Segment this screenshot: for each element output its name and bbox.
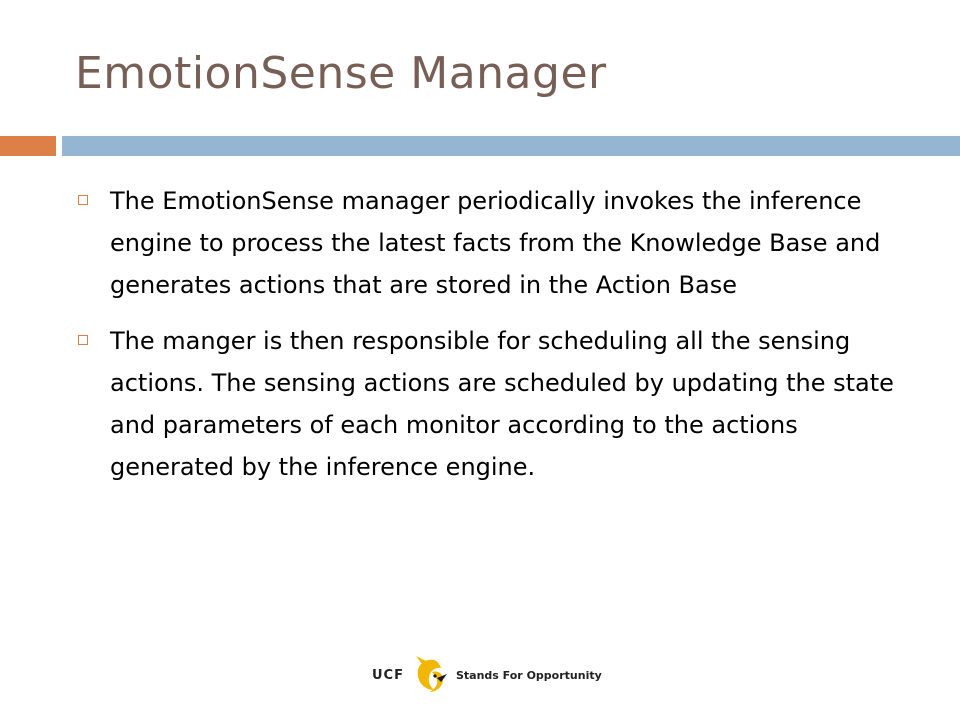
footer-tagline: Stands For Opportunity [456,669,602,682]
slide-title: EmotionSense Manager [75,48,607,99]
accent-bar-blue [62,136,960,156]
bullet-item [76,320,926,488]
footer [0,652,960,702]
square-bullet-icon [78,195,88,205]
footer-brand: UCF [372,668,404,683]
square-bullet-icon [78,335,88,345]
pegasus-logo-icon [410,654,450,698]
bullet-item [76,180,926,306]
accent-bar-orange [0,136,56,156]
bullet-list [76,180,926,502]
bullet-text: The manger is then responsible for scheduling all the sensing actions. The sensing actions are scheduled by updating the state and parameters of each monitor according to the actions generated by the inference engine. [110,327,894,481]
bullet-text: The EmotionSense manager periodically invokes the inference engine to process the latest facts from the Knowledge Base and generates actions that are stored in the Action Base [110,187,881,299]
